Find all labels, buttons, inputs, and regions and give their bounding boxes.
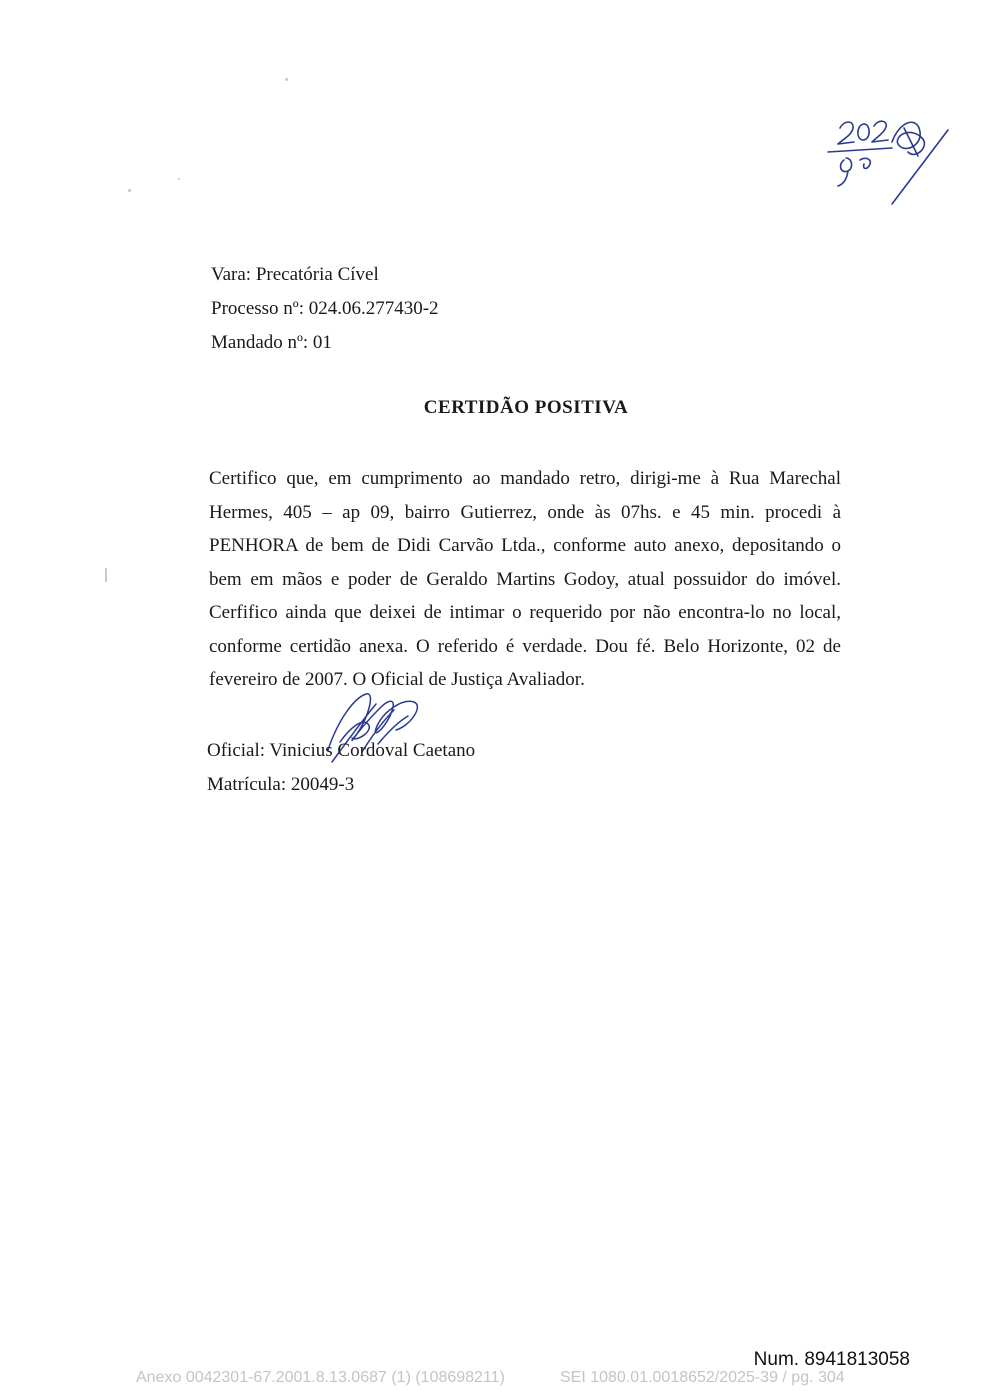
mandado-line: Mandado nº: 01 [211,332,332,353]
matricula-line: Matrícula: 20049-3 [207,774,355,795]
handwritten-page-number [820,108,955,213]
certificate-paragraph: Certifico que, em cumprimento ao mandado retro, dirigi-me à Rua Marechal Hermes, 405 – ap 09, bairro Gutierrez, onde às 07hs. e 45 min. procedi à PENHORA de bem de Didi Carvão Ltda., conforme auto anexo, depositando o bem em mãos e poder de Geraldo Martins Godoy, atual possuidor do imóvel. Cerfifico ainda que deixei de intimar o requerido por não encontra-lo no local, conforme certidão anexa. O referido é verdade. Dou fé. Belo Horizonte, 02 de fevereiro de 2007. O Oficial de Justiça Avaliador. [209,468,841,690]
vara-line: Vara: Precatória Cível [211,264,379,285]
scan-speck [105,568,107,582]
signature-block [207,734,475,802]
sei-reference: SEI 1080.01.0018652/2025-39 / pg. 304 [560,1369,845,1386]
scan-speck [178,178,180,180]
scan-speck [128,189,131,192]
oficial-line: Oficial: Vinicius Cordoval Caetano [207,740,476,761]
anexo-reference: Anexo 0042301-67.2001.8.13.0687 (1) (108698211) [136,1369,505,1386]
document-title: CERTIDÃO POSITIVA [423,397,629,418]
scan-speck [285,78,288,81]
certificate-body [209,462,841,697]
footer-stamp [136,1369,856,1387]
document-number: Num. 8941813058 [753,1349,910,1370]
processo-line: Processo nº: 024.06.277430-2 [211,298,439,319]
header-block [211,258,439,360]
